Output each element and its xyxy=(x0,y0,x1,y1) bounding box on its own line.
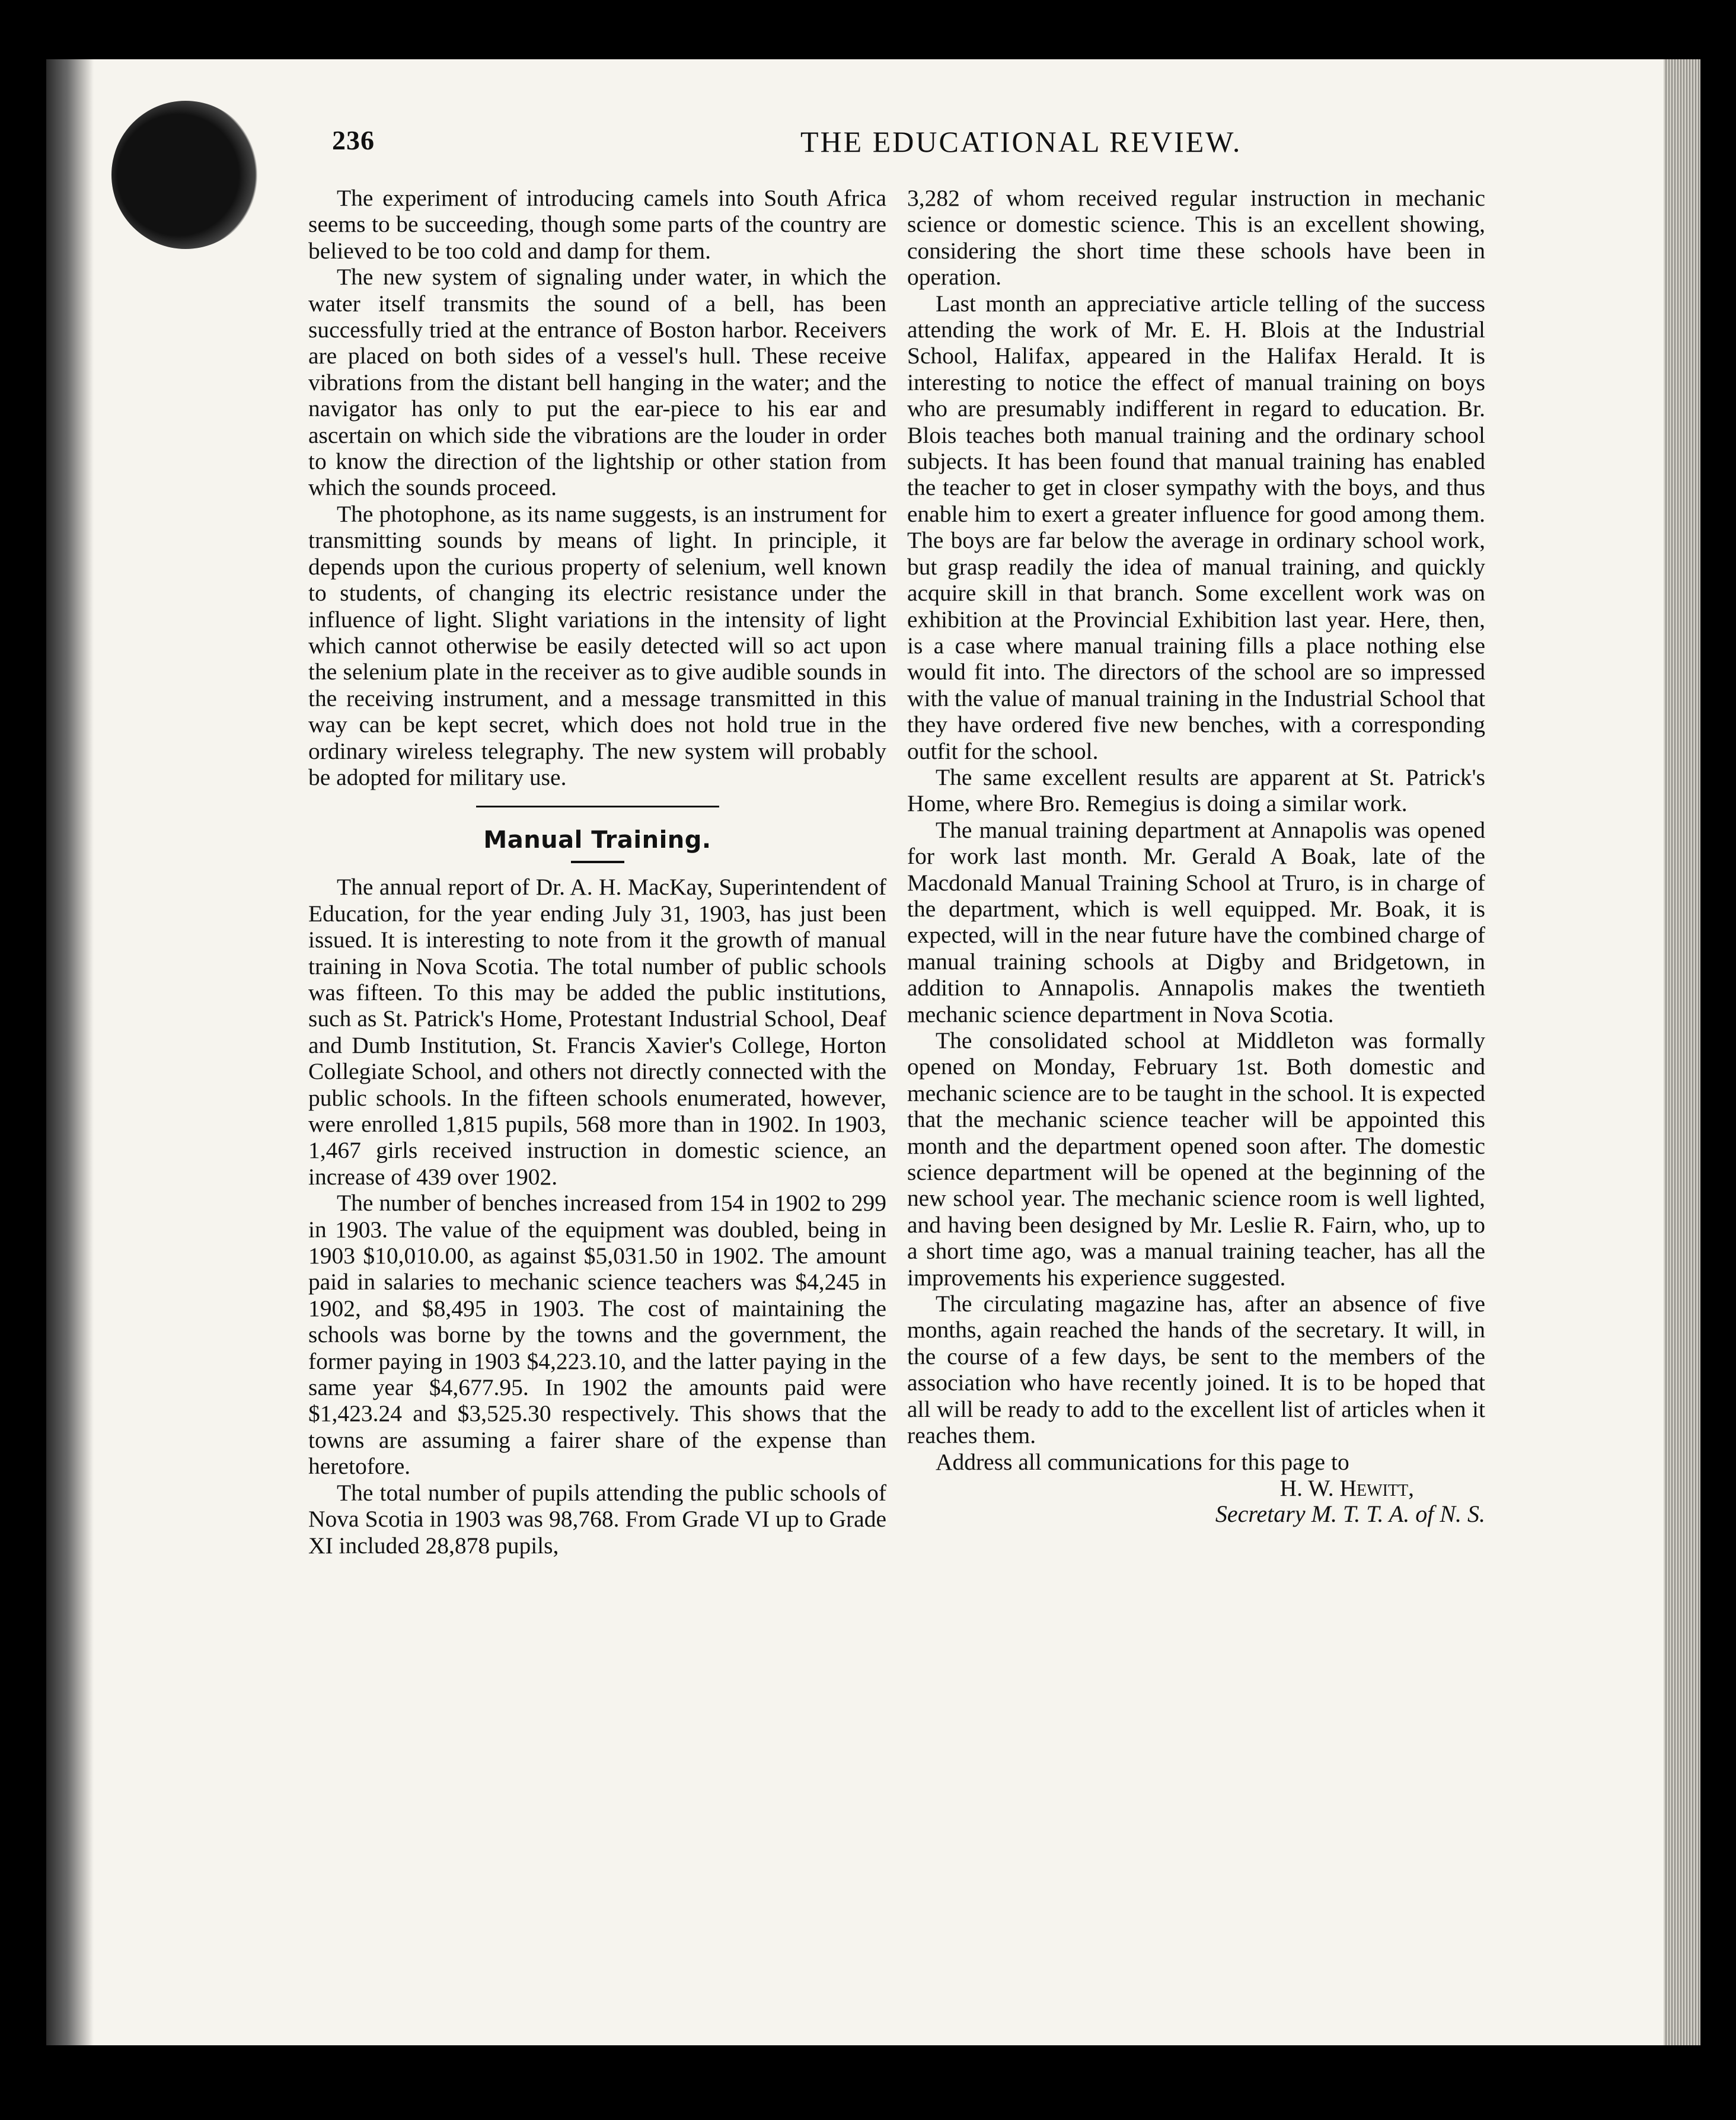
signature-role: Secretary M. T. T. A. of N. S. xyxy=(1215,1500,1485,1528)
page-stack-edge xyxy=(1664,59,1700,2045)
binder-clip-icon xyxy=(111,101,260,249)
paragraph: The new system of signaling under water, in which the water itself transmits the sound of a bell, has been successfully tried at the entrance of Boston harbor. Receivers are placed on both sides of a vessel's hull. These receive vibrations from the distant bell hanging in the water; and the navigator has only to put the ear-piece to his ear and ascertain on which side the vibrations are the louder in order to know the direction of the lightship or other station from which the sounds proceed. xyxy=(308,264,886,501)
running-head xyxy=(332,124,1518,166)
paragraph: The number of benches increased from 154 in 1902 to 299 in 1903. The value of the equipment was doubled, being in 1903 $10,010.00, as against $5,031.50 in 1902. The amount paid in salaries to mechanic science teachers was $4,245 in 1902, and $8,495 in 1903. The cost of maintaining the schools was borne by the towns and the government, the former paying in 1903 $4,223.10, and the latter paying in the same year $4,677.95. In 1902 the amounts paid were $1,423.24 and $3,525.30 respectively. This shows that the towns are assuming a fairer share of the expense than heretofore. xyxy=(308,1190,886,1480)
paragraph: The manual training department at Annapolis was opened for work last month. Mr. Gerald A Boak, late of the Macdonald Manual Training School at Truro, is in charge of the department, which is well equipped. Mr. Boak, it is expected, will in the near future have the combined charge of manual training schools at Digby and Bridgetown, in addition to Annapolis. Annapolis makes the twentieth mechanic science department in Nova Scotia. xyxy=(907,816,1485,1027)
page-number: 236 xyxy=(332,125,375,155)
right-column xyxy=(907,185,1485,1528)
paragraph: The experiment of introducing camels into South Africa seems to be succeeding, though some parts of the country are believed to be too cold and damp for them. xyxy=(308,185,886,264)
paragraph: The photophone, as its name suggests, is an instrument for transmitting sounds by means of light. In principle, it depends upon the curious property of selenium, well known to students, of changing its electric resistance under the influence of light. Slight variations in the intensity of light which cannot otherwise be easily detected will so act upon the selenium plate in the receiver as to give audible sounds in the receiving instrument, and a message transmitted in this way can be kept secret, which does not hold true in the ordinary wireless telegraphy. The new system will probably be adopted for military use. xyxy=(308,500,886,790)
journal-title: THE EDUCATIONAL REVIEW. xyxy=(800,125,1242,158)
signature-name: H. W. Hewitt, xyxy=(1279,1474,1414,1501)
paragraph: The circulating magazine has, after an absence of five months, again reached the hands of the secretary. It will, in the course of a few days, be sent to the members of the association who have recently joined. It is to be hoped that all will be ready to add to the excellent list of articles when it reaches them. xyxy=(907,1291,1485,1449)
paragraph: 3,282 of whom received regular instruction in mechanic science or domestic science. This is an excellent showing, considering the short time these schools have been in operation. xyxy=(907,185,1485,290)
paragraph: Address all communications for this page to xyxy=(936,1448,1349,1475)
left-column xyxy=(308,185,886,1559)
binding-shadow xyxy=(46,59,94,2045)
paragraph: The annual report of Dr. A. H. MacKay, Superintendent of Education, for the year ending July 31, 1903, has just been issued. It is interesting to note from it the growth of manual training in Nova Scotia. The total number of public schools was fifteen. To this may be added the public institutions, such as St. Patrick's Home, Protestant Industrial School, Deaf and Dumb Institution, St. Francis Xavier's College, Horton Collegiate School, and others not directly connected with the public schools. In the fifteen schools enumerated, however, were enrolled 1,815 pupils, 568 more than in 1902. In 1903, 1,467 girls received instruction in domestic science, an increase of 439 over 1902. xyxy=(308,874,886,1190)
section-divider xyxy=(476,806,719,807)
paragraph: The consolidated school at Middleton was formally opened on Monday, February 1st. Both domestic and mechanic science are to be taught in the school. It is expected that the mechanic science teacher will be appointed this month and the department opened soon after. The domestic science department will be opened at the beginning of the new school year. The mechanic science room is well lighted, and having been designed by Mr. Leslie R. Fairn, who, up to a short time ago, was a manual training teacher, has all the improvements his experience suggested. xyxy=(907,1027,1485,1291)
paragraph: The total number of pupils attending the public schools of Nova Scotia in 1903 was 98,768. From Grade VI up to Grade XI included 28,878 pupils, xyxy=(308,1479,886,1559)
paragraph: Last month an appreciative article telling of the success attending the work of Mr. E. H. Blois at the Industrial School, Halifax, appeared in the Halifax Herald. It is interesting to notice the effect of manual training on boys who are presumably indifferent in regard to education. Br. Blois teaches both manual training and the ordinary school subjects. It has been found that manual training has enabled the teacher to get in closer sympathy with the boys, and thus enable him to exert a greater influence for good among them. The boys are far below the average in ordinary school work, but grasp readily the idea of manual training, and quickly acquire skill in that branch. Some excellent work was on exhibition at the Provincial Exhibition last year. Here, then, is a case where manual training fills a place nothing else would fit into. The directors of the school are so impressed with the value of manual training in the Industrial School that they have ordered five new benches, with a corresponding outfit for the school. xyxy=(907,290,1485,764)
paragraph: The same excellent results are apparent at St. Patrick's Home, where Bro. Remegius is doing a similar work. xyxy=(907,764,1485,817)
heading-underline xyxy=(571,861,624,863)
section-heading: Manual Training. xyxy=(483,826,711,854)
